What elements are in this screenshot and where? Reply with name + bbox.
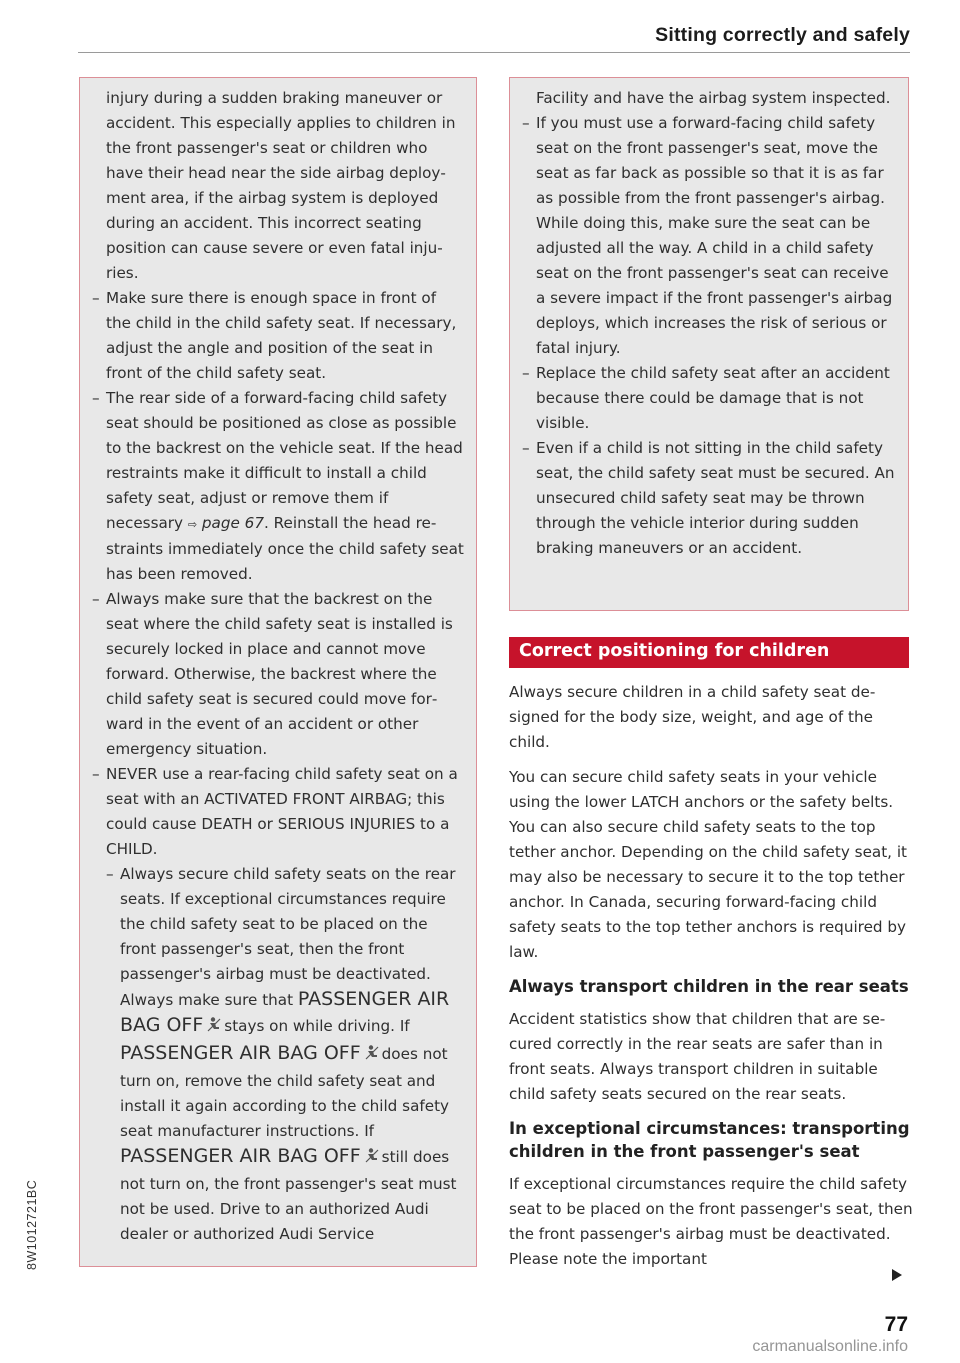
indicator-label-1: PASSENGER AIR BAG OFF	[120, 988, 450, 1036]
warning-box-left	[79, 77, 477, 1267]
sub-text-2: stays on while driving. If	[224, 1017, 410, 1035]
bullet-rear-side	[92, 386, 464, 587]
sub-text-3: does not turn on, remove the child safety seat and install it again according to the child safety seat manufacturer instructions. If	[120, 1045, 450, 1140]
warning-continued: Facility and have the airbag system inspected.	[536, 89, 891, 107]
bullet-replace: – Replace the child safety seat after an accident because there could be damage that is not visible.	[522, 361, 896, 436]
section-heading: Correct positioning for children	[509, 637, 909, 668]
arrow-right-icon: ⇨	[187, 518, 198, 531]
bullet-forward-facing: – If you must use a forward-facing child safety seat on the front passenger's seat, move the seat as far back as possible so that it is as far as possible from the front passenger's airbag. While doing this, make sure the seat can be adjusted all the way. A child in a child safety seat on the front passenger's seat can receive a severe impact if the front passenger's airbag deploys, which increases the risk of serious or fatal injury.	[522, 111, 896, 361]
passenger-airbag-off-icon	[365, 1147, 379, 1172]
passenger-airbag-off-icon	[207, 1016, 221, 1041]
watermark: carmanualsonline.info	[752, 1338, 908, 1355]
warning-intro: injury during a sudden braking maneuver or accident. This especially applies to children in the front passenger's seat or children who have their head near the side airbag deployment area, if the airbag system is deployed during an accident. This incorrect seating position can cause severe or even fatal injuries.	[106, 89, 456, 282]
bullet-rear-text-2: . Reinstall the head restraints immediately once the child safety seat has been removed.	[106, 514, 464, 583]
paragraph-statistics: Accident statistics show that children that are secured correctly in the rear seats are safer than in front seats. Always transport children in suitable child safety seats secured on the rear seats.	[509, 1010, 886, 1103]
document-code: 8W1012721BC	[25, 1179, 39, 1270]
warning-box-right	[509, 77, 909, 611]
page-header-title: Sitting correctly and safely	[655, 24, 910, 46]
sub-bullet-rear-seats	[92, 862, 464, 1247]
bullet-backrest: – Always make sure that the backrest on the seat where the child safety seat is installed is securely locked in place and cannot move forward. Otherwise, the backrest where the child safety seat is secured could move forward in the event of an accident or other emergency situation.	[92, 587, 464, 762]
page-number: 77	[884, 1313, 908, 1336]
page-link[interactable]	[188, 514, 264, 532]
bullet-space: – Make sure there is enough space in front of the child in the child safety seat. If necessary, adjust the angle and position of the seat in front of the child safety seat.	[92, 286, 464, 386]
passenger-airbag-off-icon	[365, 1044, 379, 1069]
paragraph-exceptional: If exceptional circumstances require the child safety seat to be placed on the front passenger's seat, then the front passenger's airbag must be deactivated. Please note the important	[509, 1175, 913, 1268]
heading-rear-seats: Always transport children in the rear seats	[509, 977, 909, 996]
header-rule	[78, 52, 910, 53]
bullet-secured: – Even if a child is not sitting in the child safety seat, the child safety seat must be secured. An unsecured child safety seat may be thrown through the vehicle interior during sudden braking maneuvers or an accident.	[522, 436, 896, 561]
heading-front-seat: In exceptional circumstances: transporting children in the front passenger's seat	[509, 1119, 910, 1161]
indicator-label-3: PASSENGER AIR BAG OFF	[120, 1145, 361, 1167]
paragraph-latch: You can secure child safety seats in your vehicle using the lower LATCH anchors or the safety belts. You can also secure child safety seats to the top tether anchor. Depending on the child safety seat, it may also be necessary to secure it to the top tether anchor. In Canada, securing forward-facing child safety seats to the top tether anchors is required by law.	[509, 768, 908, 961]
continue-triangle-icon	[892, 1269, 902, 1281]
bullet-never: – NEVER use a rear-facing child safety seat on a seat with an ACTIVATED FRONT AIRBAG; this could cause DEATH or SERIOUS INJURIES to a CHILD.	[92, 762, 464, 862]
indicator-label-2: PASSENGER AIR BAG OFF	[120, 1042, 361, 1064]
sub-text-1: Always secure child safety seats on the rear seats. If exceptional circumstances require the child safety seat to be placed on the front passenger's seat, then the front passenger's airbag must be deactivated. Always make sure that	[120, 865, 456, 1009]
section-body	[509, 680, 913, 1272]
page-link-label: page 67	[201, 514, 264, 532]
sub-text-4: still does not turn on, the front passenger's seat must not be used. Drive to an authorized Audi dealer or authorized Audi Service	[120, 1148, 457, 1243]
paragraph-secure: Always secure children in a child safety seat designed for the body size, weight, and age of the child.	[509, 683, 876, 751]
bullet-rear-text-1: The rear side of a forward-facing child safety seat should be positioned as close as possible to the backrest on the vehicle seat. If the head restraints make it difficult to install a child safety seat, adjust or remove them if necessary	[106, 389, 463, 532]
